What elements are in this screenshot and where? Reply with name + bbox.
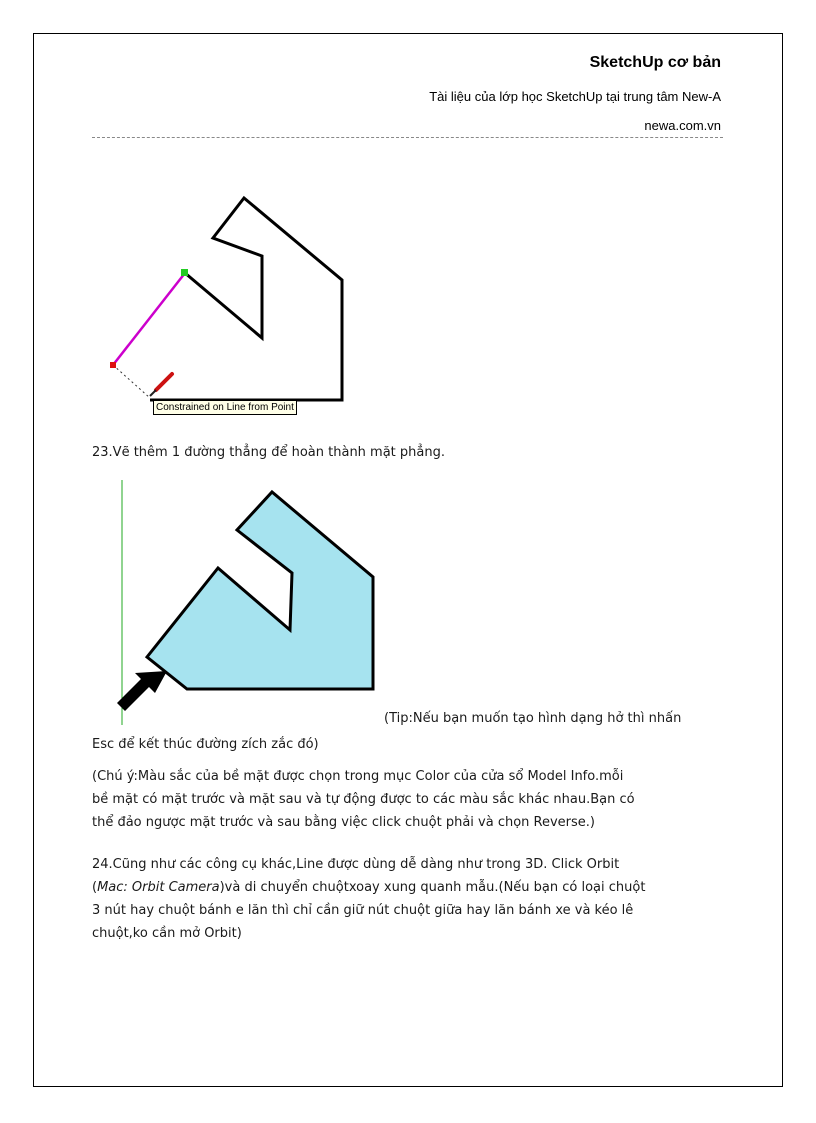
tip-text-line-1: (Tip:Nếu bạn muốn tạo hình dạng hở thì nhấn [384,711,682,726]
note-paragraph [92,765,732,834]
step-24-line-rest: )và di chuyển chuộtxoay xung quanh mẫu.(Nếu bạn có loại chuột [219,880,646,895]
step-24-line: 3 nút hay chuột bánh e lăn thì chỉ cần giữ nút chuột giữa hay lăn bánh xe và kéo lê [92,903,634,918]
figure-completed-face [95,475,380,730]
inference-dotted-line [113,365,150,398]
step-24-paragraph [92,853,732,945]
note-line: bề mặt có mặt trước và mặt sau và tự động được to các màu sắc khác nhau.Bạn có [92,792,635,807]
drawing-line [113,273,185,365]
mac-orbit-camera-text: Mac: Orbit Camera [97,880,220,895]
shape-outline [150,198,342,400]
step-24-line: chuột,ko cần mở Orbit) [92,926,242,941]
step-24-line: 24.Cũng như các công cụ khác,Line được dùng dễ dàng như trong 3D. Click Orbit [92,857,620,872]
note-line: thể đảo ngược mặt trước và sau bằng việc click chuột phải và chọn Reverse.) [92,815,595,830]
tip-text-line-2: Esc để kết thúc đường zích zắc đó) [92,737,319,752]
startpoint-marker [110,362,116,368]
document-website: newa.com.vn [644,118,721,133]
paren-open: ( [92,880,98,895]
header-divider [92,137,723,138]
document-title: SketchUp cơ bản [589,54,721,71]
filled-face [147,492,373,689]
step-24-line [92,876,732,899]
pencil-icon [150,374,172,396]
note-line: (Chú ý:Màu sắc của bề mặt được chọn trong mục Color của cửa sổ Model Info.mỗi [92,769,624,784]
step-23-text: 23.Vẽ thêm 1 đường thẳng để hoàn thành mặt phẳng. [92,445,445,460]
inference-tooltip: Constrained on Line from Point [153,400,297,415]
document-subtitle: Tài liệu của lớp học SketchUp tại trung tâm New-A [429,89,721,104]
figure-open-shape [100,180,360,420]
arrow-icon [117,671,167,711]
endpoint-marker [181,269,188,276]
